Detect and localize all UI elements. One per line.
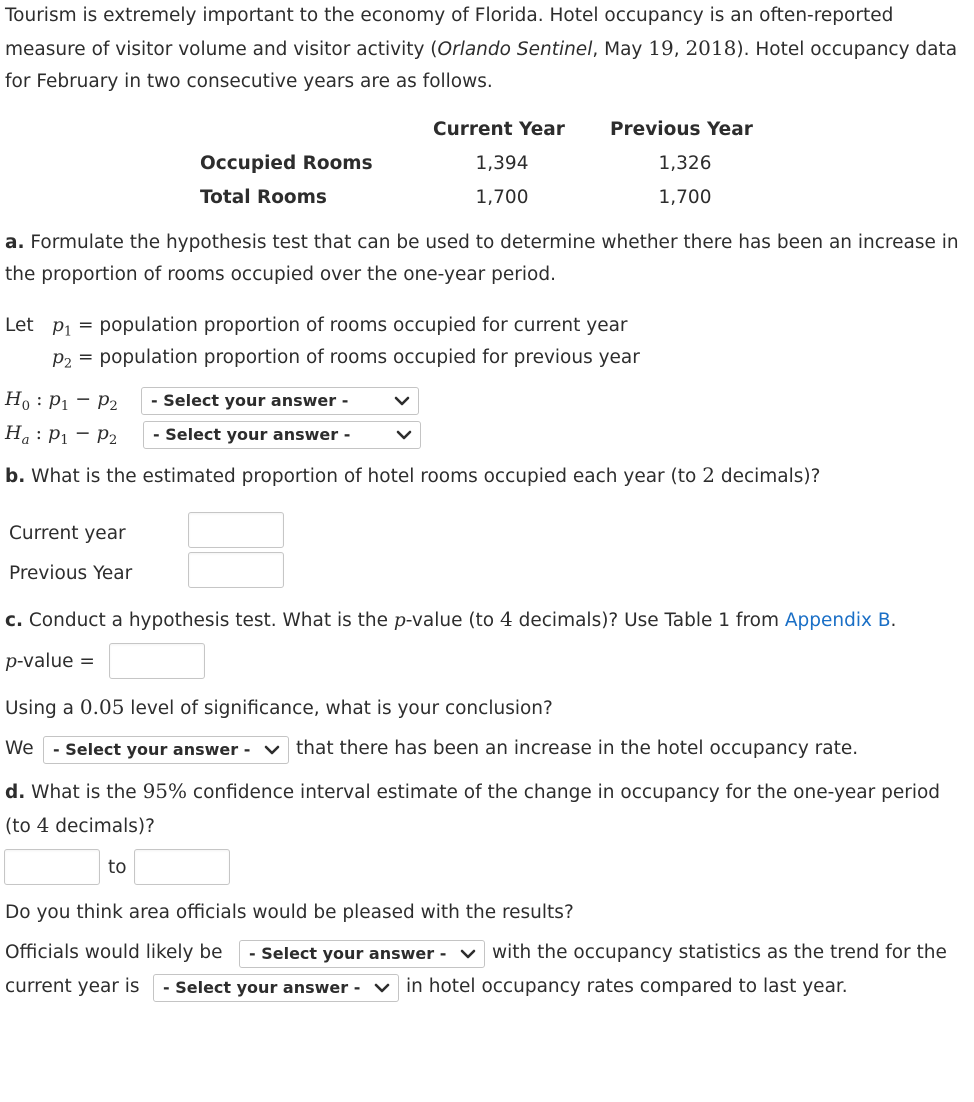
p-value-input[interactable] (109, 643, 205, 679)
ha-symbol: H (5, 422, 22, 444)
sig-level: 0.05 (79, 695, 125, 719)
h0-symbol: H (5, 388, 22, 410)
conclusion-suffix: that there has been an increase in the hotel occupancy rate. (296, 738, 859, 759)
alternative-hypothesis (5, 422, 117, 448)
source-day: 19 (648, 36, 674, 60)
source-name: Orlando Sentinel (437, 39, 593, 60)
conclusion-select[interactable] (43, 736, 289, 764)
table-row-label: Occupied Rooms (200, 153, 373, 174)
p1-symbol: p (48, 388, 61, 410)
chevron-down-icon (264, 744, 280, 756)
table-row-label: Total Rooms (200, 187, 327, 208)
ha-select-value: - Select your answer - (153, 425, 351, 444)
p2-definition (52, 347, 640, 372)
officials-mid: with the occupancy statistics as the trend for the (492, 942, 947, 963)
part-c-letter: c. (5, 610, 23, 631)
to-label: to (108, 857, 127, 878)
table-cell: 1,700 (658, 187, 712, 208)
table-header-previous: Previous Year (610, 119, 753, 140)
equals-sign: = (77, 347, 94, 368)
source-year: 2018 (685, 36, 737, 60)
p1-definition (52, 315, 628, 340)
p2-symbol: p (96, 422, 109, 444)
p-value-text: -value = (16, 651, 95, 672)
part-d-decimals: 4 (36, 813, 50, 837)
trend-suffix: in hotel occupancy rates compared to last year. (406, 976, 848, 997)
period: . (890, 610, 897, 631)
p1-subscript: 1 (63, 324, 73, 340)
chevron-down-icon (394, 395, 410, 407)
part-b-question (5, 459, 965, 493)
let-label: Let (5, 315, 34, 336)
trend-select-value: - Select your answer - (163, 978, 361, 997)
part-c-text-2: -value (to (405, 610, 501, 631)
table-header-current: Current Year (433, 119, 565, 140)
previous-year-label: Previous Year (9, 563, 133, 584)
part-c-question (5, 603, 965, 637)
p1-description: population proportion of rooms occupied for current year (99, 315, 628, 336)
p2-symbol: p (52, 347, 64, 368)
h0-subscript: 0 (21, 398, 31, 414)
p2-symbol: p (97, 388, 110, 410)
part-b-text-2: decimals)? (714, 466, 821, 487)
ci-upper-input[interactable] (134, 849, 230, 885)
part-d-letter: d. (5, 782, 26, 803)
minus-sign: − (74, 422, 91, 444)
p1-subscript: 1 (60, 432, 69, 448)
appendix-b-link[interactable]: Appendix B (784, 610, 891, 631)
part-a-letter: a. (5, 232, 25, 253)
chevron-down-icon (396, 429, 412, 441)
pleased-select[interactable] (239, 940, 485, 968)
p-symbol: p (5, 651, 17, 672)
intro-text: Tourism is extremely important to the economy of Florida. Hotel occupancy is an often-reported measure of visitor volume and visitor activity ( (5, 5, 894, 60)
h0-select-value: - Select your answer - (151, 391, 349, 410)
intro-text-3: ). Hotel occupancy data for February in two consecutive years are as follows. (5, 39, 958, 92)
colon: : (35, 422, 42, 444)
p2-subscript: 2 (108, 432, 118, 448)
part-c-text: Conduct a hypothesis test. What is the (23, 610, 394, 631)
we-label: We (5, 738, 34, 759)
p-symbol: p (393, 610, 406, 631)
ci-lower-input[interactable] (4, 849, 100, 885)
part-d-text-3: decimals)? (49, 816, 155, 837)
part-b-letter: b. (5, 466, 26, 487)
sig-text-2: level of significance, what is your conclusion? (124, 698, 553, 719)
table-cell: 1,700 (475, 187, 529, 208)
current-year-label: Current year (9, 523, 126, 544)
significance-question (5, 691, 965, 725)
p-value-label (5, 651, 95, 672)
part-d-text-2: confidence interval estimate of the change in occupancy for the one-year period (to (5, 782, 941, 837)
officials-prefix: Officials would likely be (5, 942, 223, 963)
conclusion-select-value: - Select your answer - (53, 740, 251, 759)
equals-sign: = (77, 315, 94, 336)
null-hypothesis (5, 388, 118, 414)
ha-select[interactable] (143, 421, 421, 449)
table-cell: 1,326 (658, 153, 712, 174)
trend-select[interactable] (153, 974, 399, 1002)
part-c-decimals: 4 (500, 607, 513, 631)
ha-subscript: a (21, 432, 30, 448)
minus-sign: − (75, 388, 92, 410)
part-c-text-3: decimals)? Use Table 1 from (512, 610, 785, 631)
part-b-decimals: 2 (702, 463, 715, 487)
part-a-text: Formulate the hypothesis test that can be used to determine whether there has been an increase in the proportion of rooms occupied over the one-year period. (5, 232, 959, 285)
p2-subscript: 2 (109, 398, 118, 414)
p1-symbol: p (52, 315, 64, 336)
part-a-question (5, 227, 965, 291)
p1-symbol: p (48, 422, 61, 444)
previous-year-input[interactable] (188, 552, 284, 588)
intro-paragraph (5, 0, 965, 98)
current-prefix: current year is (5, 976, 140, 997)
intro-text-2: , May (592, 39, 649, 60)
confidence-level: 95% (142, 779, 188, 803)
chevron-down-icon (374, 982, 390, 994)
colon: : (36, 388, 43, 410)
current-year-input[interactable] (188, 512, 284, 548)
h0-select[interactable] (141, 387, 419, 415)
p2-subscript: 2 (63, 356, 73, 372)
p1-subscript: 1 (60, 398, 70, 414)
intro-comma: , (673, 39, 686, 60)
p2-description: population proportion of rooms occupied for previous year (99, 347, 640, 368)
sig-text: Using a (5, 698, 80, 719)
chevron-down-icon (460, 948, 476, 960)
part-d-text: What is the (25, 782, 143, 803)
table-cell: 1,394 (475, 153, 529, 174)
officials-question: Do you think area officials would be pleased with the results? (5, 902, 574, 923)
part-d-question (5, 775, 965, 843)
part-b-text: What is the estimated proportion of hotel rooms occupied each year (to (25, 466, 703, 487)
pleased-select-value: - Select your answer - (249, 944, 447, 963)
